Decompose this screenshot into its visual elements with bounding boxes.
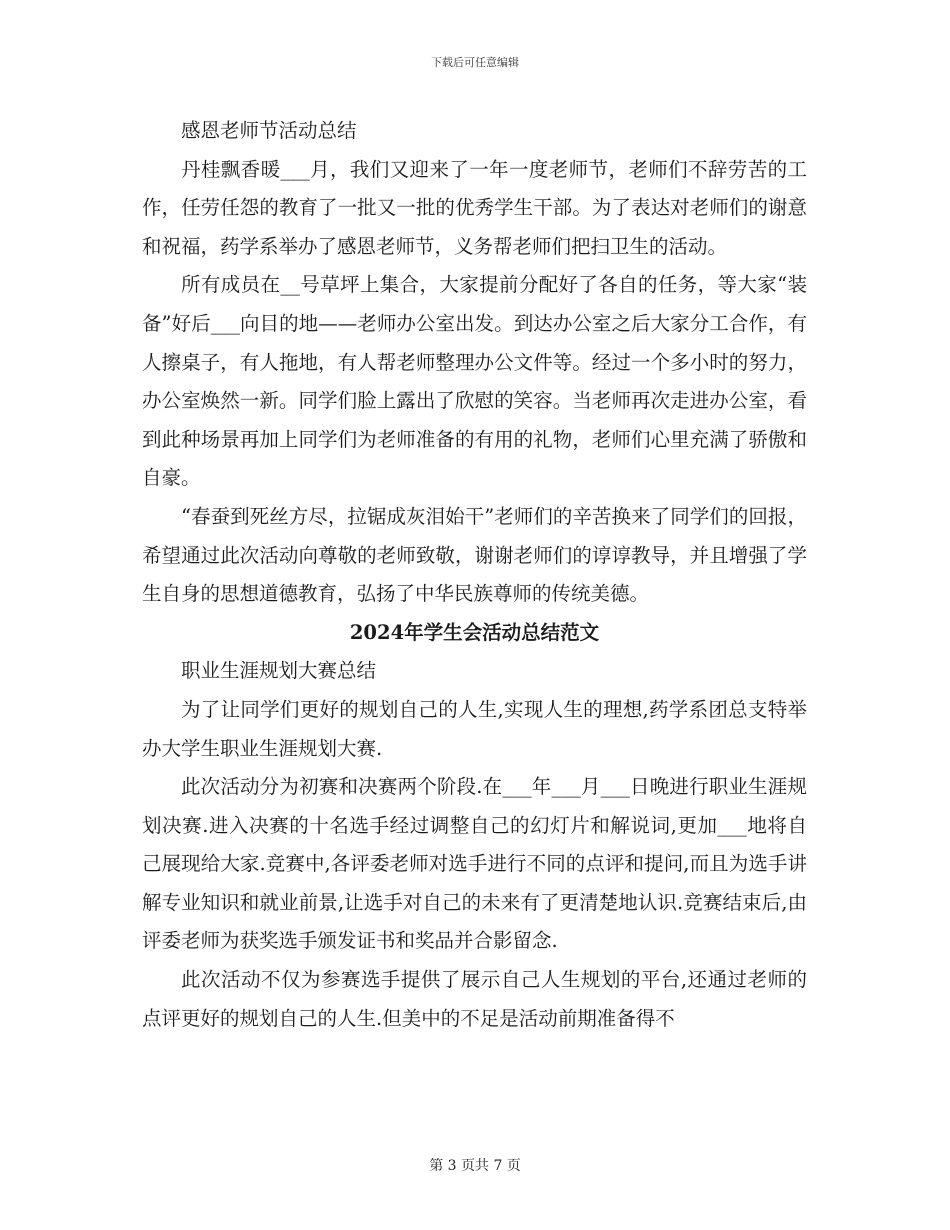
paragraph: 此次活动分为初赛和决赛两个阶段.在___年___月___日晚进行职业生涯规划决赛.进入决赛的十名选手经过调整自己的幻灯片和解说词,更加___地将自己展现给大家.竞赛中,各评委老师对选手进行不同的点评和提问,而且为选手讲解专业知识和就业前景,让选手对自己的未来有了更清楚地认识.竞赛结束后,由评委老师为获奖选手颁发证书和奖品并合影留念. [142, 775, 807, 953]
paragraph: 所有成员在__号草坪上集合，大家提前分配好了各自的任务，等大家“装备”好后___向目的地——老师办公室出发。到达办公室之后大家分工合作，有人擦桌子，有人拖地，有人帮老师整理办公文件等。经过一个多小时的努力，办公室焕然一新。同学们脸上露出了欣慰的笑容。当老师再次走进办公室，看到此种场景再加上同学们为老师准备的有用的礼物，老师们心里充满了骄傲和自豪。 [142, 273, 807, 490]
page-number: 第 3 页共 7 页 [429, 1158, 521, 1174]
paragraph: “春蚕到死丝方尽，拉锯成灰泪始干”老师们的辛苦换来了同学们的回报，希望通过此次活动向尊敬的老师致敬，谢谢老师们的谆谆教导，并且增强了学生自身的思想道德教育，弘扬了中华民族尊师的传统美德。 [142, 504, 807, 606]
document-heading: 2024年学生会活动总结范文 [349, 620, 600, 644]
paragraph: 为了让同学们更好的规划自己的人生,实现人生的理想,药学系团总支特举办大学生职业生涯规划大赛. [142, 697, 807, 760]
page-header-note: 下载后可任意编辑 [431, 56, 519, 69]
section-title: 职业生涯规划大赛总结 [181, 659, 377, 683]
paragraph: 此次活动不仅为参赛选手提供了展示自己人生规划的平台,还通过老师的点评更好的规划自己的人生.但美中的不足是活动前期准备得不 [142, 968, 807, 1030]
section-title: 感恩老师节活动总结 [181, 119, 357, 142]
document-body [142, 112, 807, 1038]
paragraph: 丹桂飘香暖___月，我们又迎来了一年一度老师节，老师们不辞劳苦的工作，任劳任怨的教育了一批又一批的优秀学生干部。为了表达对老师们的谢意和祝福，药学系举办了感恩老师节，义务帮老师们把扫卫生的活动。 [142, 157, 807, 258]
